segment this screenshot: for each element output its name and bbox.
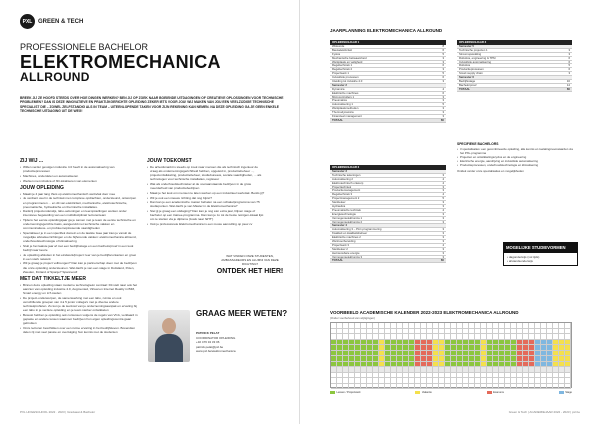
heading-toekomst: JOUW TOEKOMST [147,158,192,164]
course-credits: 4 [442,242,444,247]
course-name: Automatisering 2 [332,176,353,181]
legend-swatch [487,391,492,394]
calendar-cell [565,384,571,389]
course-name: Mechanische bekwaamheid [332,55,367,60]
total-value: 60 [566,86,570,91]
course-name: Elektrotechnisch ontwerp [332,180,364,185]
calendar-row [331,384,571,390]
badge-title: MOGELIJKE STUDIEVORMEN [503,242,578,252]
calendar-cell [565,367,571,372]
calendar-cell [565,340,571,345]
course-credits: 3 [568,47,570,52]
list-item: • Ook je professionele Elektromechanica is een mooie aanvulling op jouw cv [147,222,265,226]
course-credits: 6 [568,67,570,72]
course-name: Industriële processen [332,75,359,80]
contact-details [196,331,236,354]
calendar-cell [565,334,571,339]
legend-item [330,391,361,394]
course-name: Regeltechniek 1 [332,63,353,68]
course-credits: 6 [442,75,444,80]
column-2 [147,156,265,227]
planning-title: JAARPLANNING ELEKTROMECHANICA ALLROUND [330,28,443,33]
course-name: Thermodynamica [332,110,354,115]
heading-plus: MET DAT TIKKELTJE MEER [20,275,86,282]
legend-item [487,391,504,394]
course-name: Projectwerk 3 [332,242,349,247]
spec-extra: Ontdek verder onze specialisaties en mogelijkheden [457,169,524,173]
course-credits: 3 [442,204,444,209]
legend-label: Vakantie [421,391,432,394]
cta-link[interactable]: ONTDEK HET HIER! [216,268,284,276]
calendar-cell [565,351,571,356]
list-item: • Dan kan je een academische master behalen na een schakelprogramma van 75 studiepunten. Wat dacht je van Master in de Elektromechanica? [147,200,265,208]
calendar-cell [565,356,571,361]
total-label: TOTAAL [459,86,471,91]
legend-item [415,391,431,394]
table-total [330,119,446,123]
logo-mark: PXL [20,14,35,29]
program-subtitle: ALLROUND [20,70,90,84]
course-credits: 4 [442,207,444,212]
table-year-2 [330,165,446,263]
course-name: Semester 2 [332,82,347,87]
list-item: • 3 specialisaties: een gecombineerde opleiding, alle kennis en toelatingsvoorwaarden via het PXL-programma [457,147,575,155]
course-credits: 16 [566,79,570,84]
list-item: • Electrische energie, aandrijving en industriële automatisering [457,159,575,163]
list-item: • De project-onderwerpen, de samenwerking met een labo, ruimte en ook verschillende groepen van 4 à 5 junior collega's met je diverse andere techniekprofielen. Zo kun je de leerkost van je ondernemingsaanpak en ervaring bij een labo in je verdere opleiding en je team sterker ontwikkelen [20,296,138,312]
course-name: Dynamica [332,86,345,91]
contact-phone[interactable]: +32 476 34 33 06 [196,340,220,345]
course-credits: 6 [442,47,444,52]
course-name: Wiskunde [332,44,345,48]
course-credits: 5 [442,102,444,107]
course-credits: 3 [442,246,444,251]
legend-label: Lessen / Projectwerk [336,391,361,394]
course-name: Automatisering 1 [332,102,353,107]
calendar-cell [565,378,571,383]
course-name: Elektrische machines [332,90,359,95]
list-item: • Wil je ook een nieuwe richting dat nog bijzet? [147,196,265,200]
list-ziju [20,165,138,183]
contact-role: COORDINATOR OPLEIDING [196,335,236,340]
course-credits: 3 [442,211,444,216]
course-name: Projectwerk 1 [332,71,349,76]
table-header: OPLEIDINGSJAAR 2 [330,165,446,170]
table-year-1 [330,40,446,123]
course-credits: 6 [568,55,570,60]
course-credits: 3 [442,250,444,255]
calendar-cell [565,362,571,367]
course-credits: 3 [442,114,444,119]
course-credits: 3 [442,227,444,232]
course-name: Energietechnologie [332,211,356,216]
course-name: Stroomopwekking [459,51,482,56]
list-item: • De arbeidsmarkt is steeds op zoek naar mensen die als technisch ingenieur de vraag als ondernemingsgerichtheid hebben, opgeleid in, productiebeheer ..., projectontwikkeling, productiebeheer, studiebureaus, sociale vaardigheden, ... als technologen voor technische installaties, regisseur [147,165,265,181]
course-credits: 5 [442,196,444,201]
calendar-grid [330,322,572,388]
course-credits: 3 [568,71,570,76]
spec-list [457,147,575,167]
heading-ziju: ZIJ WIJ ... [20,158,44,164]
contact-photo [148,310,190,362]
course-credits: 3 [442,110,444,115]
list-item: • Bewust hebben je opleiding ook cursussen volgens de regels van VCA, verklaard in gepaste en andere lessen waarvoor bedrijven hun eigen opleidingscentra gaan gebruiken [20,313,138,325]
calendar-subtitle: (Onder voorbehoud van wijzigingen) [330,316,375,320]
list-item: • Machines, onderdelen en automatiseren [20,174,138,178]
course-name: Sterkteleer 2 [332,246,348,251]
course-name: Kwaliteit en kwaliteitsbeheer [332,231,368,236]
course-credits: 5 [442,51,444,56]
program-type: PROFESSIONELE BACHELOR [20,42,149,52]
course-name: Bachelorproef [459,82,477,87]
column-1 [20,156,138,334]
course-credits: 5 [442,71,444,76]
list-item: • Stel jij je graag een uitdaging? Dan kan je nog één extra jaar, blijven stage of bachelor op een trainee-programma. Dan kan je zo tot de beste reinigen-lokaal lijst om te starten via je diploma (zoals naar 'EHT') [147,209,265,221]
course-name: Technische projecten 1 [459,47,488,52]
course-credits: 3 [442,79,444,84]
spec-heading: SPECIFIEKE BACHELORS [457,142,499,146]
list-item: • Specialiseer je in een specifiek domein en de laatste twee jaar kies je vanuit de mogelijke afstudeerrichtingen en de bijhorende vakken: elektromechanica allround, onderhoudstechnologie of klimatisering [20,231,138,243]
course-credits [436,224,446,227]
course-name: Inleiding tot industrie 4.0 [332,79,363,84]
legend-label: Examens [493,391,504,394]
course-name: Financieel management [332,114,362,119]
list-item: • Projecten en ontwikkelingscyclus en de engineering [457,155,575,159]
course-name: Robotica [459,63,471,68]
course-name: Robotica, engineering & TPM [459,55,496,60]
course-credits [436,170,446,173]
list-item: • Maak je het leuk om mensen te laten werken op een industrieel werkvlak. Beslis jij? [147,191,265,195]
legend-swatch [330,391,335,394]
course-credits: 3 [442,254,444,259]
right-page [300,0,600,424]
course-name: Werkplaatsmethoden [332,106,359,111]
course-name: Semester 6 [459,75,474,80]
table-header: OPLEIDINGSJAAR 3 [457,40,572,45]
list-item: • Je verdient veel in de techniek met complexe opdrachten, ondersteund, ontworpen en programmeren ... en dit van elektriciteit, mechanische, elektrotechnische, pneumatische, hydraulische en thermische installaties. [20,196,138,208]
course-name: Fysica [332,51,341,56]
calendar-cell [565,329,571,334]
calendar-cell [565,373,571,378]
course-name: Basiselektriciteit [332,47,353,52]
course-name: Semester 4 [332,223,347,228]
badge-body [503,252,578,266]
intro-text: BREEK JIJ ZE HOOFD STEEDS OVER HOE DINGEN WERKEN? BEN JIJ OP ZOEK NAAR BOEIENDE UITDAGINGEN OF CREATIEVE OPLOSSINGEN VOOR TECHNISCHE PROBLEMEN? DAN IS DEZE INNOVATIEVE EN PRAKTIJKGERICHTE OPLEIDING ZEKER IETS VOOR JOU! WIJ MAKEN VAN JOU EEN VEELZIJDIGE TECHNISCHE SPECIALIST DIE – ZOWEL ZELFSTANDIG ALS IN TEAM – UITEENLOPENDE TAKEN VOOR ZIJN REKENING KAN NEMEN. NA DEZE OPLEIDING GA JE GEEN ENKELE TECHNISCHE UITDAGING UIT DE WEG! [20,96,284,114]
course-name: Hernieuwbare energie [332,250,360,255]
list-item: • Binnen deze opleiding staan moderne technologieën centraal: Dit stelt naar ook het aanzien van opleiding industrie 4.0, Augmented, Virtual en Internet Reality in BIM, Smart energy en IoT-steden [20,283,138,295]
course-name: Semester 5 [459,44,474,48]
footer-right: Green & Tech | ACADEMIEJAAR 2022 - 2023 | pxl.be [508,410,580,414]
specific-bachelors [457,142,575,173]
course-name: Industriële automatisering [459,59,492,64]
course-name: Microcontrollers 1 [332,94,355,99]
list-plus [20,283,138,334]
course-name: Werkplaats en veiligheid [332,59,363,64]
course-name: Technische tekeningen [332,172,361,177]
course-name: Hydraulica [332,204,346,209]
legend-item [559,391,572,394]
course-name: Vermogenselektronica 1 [332,215,363,220]
course-credits: 5 [568,63,570,68]
list-toekomst [147,165,265,226]
total-value: 60 [440,258,444,263]
study-form-item: • afstandsonderwijs [507,259,533,264]
study-forms-badge [503,242,578,266]
photo-body [155,334,183,362]
course-name: Projecttechniek [332,184,352,189]
cta-block[interactable] [215,255,285,276]
table-total [457,88,572,92]
course-credits: 3 [442,188,444,193]
list-item: • Wat als onderhoudstechnieker al de vooraanstaande bedrijven in de grote meerderheid van productiebedrijven [147,182,265,190]
course-credits: 3 [442,67,444,72]
course-credits: 3 [442,239,444,244]
course-credits: 3 [442,94,444,99]
contact-name: PATRICK PELAT [196,331,220,335]
course-credits: 3 [442,172,444,177]
course-name: Smart supply chain [459,71,483,76]
footer-left: PXL HOGESCHOOL 2022 · 2023 | Graduaat & Bachelor [20,410,96,414]
list-opleiding [20,192,138,274]
list-item: • Maakt je 4 jaar lang thuis op elektromechanisch werkvlak door mee [20,192,138,196]
course-name: Bedrijfsstage [459,79,476,84]
course-name: Semester 3 [332,169,347,173]
logo-text: GREEN & TECH [38,18,84,25]
course-credits: 4 [442,180,444,185]
contact-web[interactable]: www.pxl.be/elektromechanica [196,349,236,354]
total-label: TOTAAL [332,117,344,122]
course-name: Productieprocessen [459,67,484,72]
course-name: Projectmanagement 2 [332,196,360,201]
program-title: ELEKTROMECHANICA [20,52,221,72]
course-name: Vermogenselektronica 3 [332,254,363,259]
course-credits: 3 [442,184,444,189]
course-credits [436,84,446,87]
list-item: • Productieprocessen, onderhoudstechnologie en klimatisering [457,163,575,167]
legend-swatch [415,391,420,394]
course-name: Elektrische machines 2 [332,235,361,240]
study-form-item: • dagonderwijs (vol tijds) [507,255,540,259]
course-credits: 3 [442,235,444,240]
brand-logo [20,14,83,29]
course-credits: 3 [442,55,444,60]
course-credits: 6 [568,59,570,64]
total-label: TOTAAL [332,258,344,263]
contact-email[interactable]: patrick.pelat@pxl.be [196,344,224,349]
table-year-3 [457,40,572,92]
course-credits: 3 [442,219,444,224]
list-item: • Je opleiding afsluiten in het eindwerk/project: leer van je bedrijfscontacten en groei in een sterk netwerk [20,253,138,261]
table-total [330,259,446,263]
course-credits: 3 [568,51,570,56]
list-item: • Sluit je het laatste jaar af met een bedrijfsstage en een bachelorproef in een leuk bedrijf naar keuze [20,244,138,252]
course-credits: 14 [566,82,570,87]
photo-head [162,318,176,334]
course-credits: 6 [442,63,444,68]
course-credits: 3 [442,59,444,64]
calendar-title: VOORBEELD ACADEMISCHE KALENDER 2022-2023 ELEKTROMECHANICA ALLROUND [330,310,519,315]
cta-small-text: WAT VINDEN ONZE STUDENTEN, AMBASSADEURS EN ALUMNI VAN DEZE RICHTING? [221,254,279,266]
course-name: Pneumatische techniek [332,207,361,212]
total-value: 60 [440,117,444,122]
course-credits: 3 [442,231,444,236]
course-credits: 4 [442,86,444,91]
course-name: Sterkteleer [332,200,346,205]
course-credits: 3 [442,200,444,205]
course-credits [562,45,572,48]
legend-swatch [559,391,564,394]
course-name: Automatisering 3 – PLC-programmering [332,227,382,232]
list-item: • Dankzij projectonderwijs, labo-oefeningen en leeropstellingen werken onder intensieve begeleiding van een multidisciplinair lectorenteam [20,209,138,217]
calendar-cell [565,345,571,350]
list-item: • Wil je graag je project volbrengen? Dan kan je partnerschap doen met de bedrijven die onze opleiding ondersteunen. Wat dacht je van een stage in Duitsland, Polen, Zweden, Finland of Spanje? Spannend! [20,261,138,273]
list-item: • Willen verder gevolgen industrie 4.0 heeft in de automatisering van productieprocessen [20,165,138,173]
heading-opleiding: JOUW OPLEIDING [20,184,64,191]
course-credits: 3 [442,215,444,220]
calendar-cell [565,323,571,328]
course-name: Pneumatica [332,98,347,103]
course-name: Werkvoorbereiding [332,239,356,244]
list-item: • Onze lectoren beschikken over een ruime ervaring in het bedrijfsleven. Bovendien delen zij met veel passie en overtuiging hun kennis met de studenten [20,326,138,334]
course-credits: 4 [442,192,444,197]
course-credits: 4 [442,176,444,181]
legend-label: Stage [565,391,572,394]
table-header: OPLEIDINGSJAAR 1 [330,40,446,45]
course-name: Regeltechniek 2 [332,67,353,72]
course-name: Productiemanagement [332,188,361,193]
course-credits: 8 [442,44,444,48]
calendar-legend [330,391,572,394]
course-name: Vermogenselektronica 2 [332,219,363,224]
list-item: • Werken met robotica of 3D-lokaliseren van elementen [20,179,138,183]
course-name: Regeltechniek 3 [332,192,353,197]
course-credits: 3 [442,106,444,111]
contact-heading: GRAAG MEER WETEN? [196,309,288,318]
list-item: • Tijdens het eerste opleidingsjaar ga je samen met je team de eerste technische en ondernemingsgerichte basis, aangevuld met technische vakken en communicatieve- en probleemoplossende vaardigheden [20,218,138,230]
course-credits: 6 [442,90,444,95]
course-credits: 3 [442,98,444,103]
